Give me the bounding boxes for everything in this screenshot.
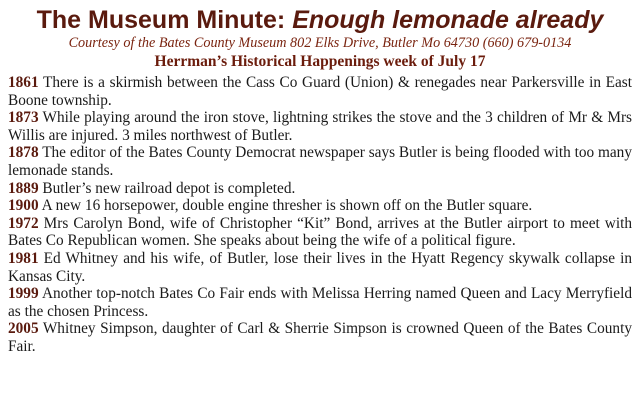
entry-year: 1999 <box>8 285 39 303</box>
list-item <box>8 250 632 285</box>
courtesy-line: Courtesy of the Bates County Museum 802 Elks Drive, Butler Mo 64730 (660) 679-0134 <box>68 35 572 51</box>
entry-text: Ed Whitney and his wife, of Butler, lose their lives in the Hyatt Regency skywalk collapse in Kansas City. <box>8 249 632 285</box>
entry-year: 1889 <box>8 179 39 197</box>
list-item <box>8 180 632 198</box>
list-item <box>8 320 632 355</box>
headline <box>8 6 632 34</box>
entry-text: A new 16 horsepower, double engine thresher is shown off on the Butler square. <box>41 197 533 215</box>
entry-text: The editor of the Bates County Democrat newspaper says Butler is being flooded with too many lemonade stands. <box>8 144 632 179</box>
list-item <box>8 215 632 250</box>
section-title: Herrman’s Historical Happenings week of July 17 <box>154 53 486 70</box>
happenings-list <box>8 74 632 356</box>
entry-year: 1972 <box>8 214 39 232</box>
entry-year: 1878 <box>8 144 39 162</box>
list-item <box>8 109 632 144</box>
entry-text: Butler’s new railroad depot is completed. <box>42 179 296 197</box>
list-item <box>8 285 632 320</box>
entry-text: There is a skirmish between the Cass Co Guard (Union) & renegades near Parkersville in East Boone township. <box>8 74 632 109</box>
entry-year: 2005 <box>8 320 39 338</box>
entry-text: Another top-notch Bates Co Fair ends with Melissa Herring named Queen and Lacy Merryfield as the chosen Princess. <box>8 285 632 320</box>
entry-text: Whitney Simpson, daughter of Carl & Sherrie Simpson is crowned Queen of the Bates County Fair. <box>8 320 632 355</box>
entry-year: 1981 <box>8 249 39 267</box>
entry-year: 1873 <box>8 109 39 127</box>
entry-text: Mrs Carolyn Bond, wife of Christopher “Kit” Bond, arrives at the Butler airport to meet with Bates Co Republican women. She speaks about being the wife of a political figure. <box>8 214 632 250</box>
entry-year: 1900 <box>8 197 39 215</box>
entry-text: While playing around the iron stove, lightning strikes the stove and the 3 children of Mr & Mrs Willis are injured. 3 miles northwest of Butler. <box>8 109 632 144</box>
list-item <box>8 74 632 109</box>
entry-year: 1861 <box>8 74 39 91</box>
headline-subtitle: Enough lemonade already <box>292 6 604 34</box>
list-item <box>8 197 632 215</box>
list-item <box>8 144 632 179</box>
headline-main: The Museum Minute: <box>36 6 286 34</box>
